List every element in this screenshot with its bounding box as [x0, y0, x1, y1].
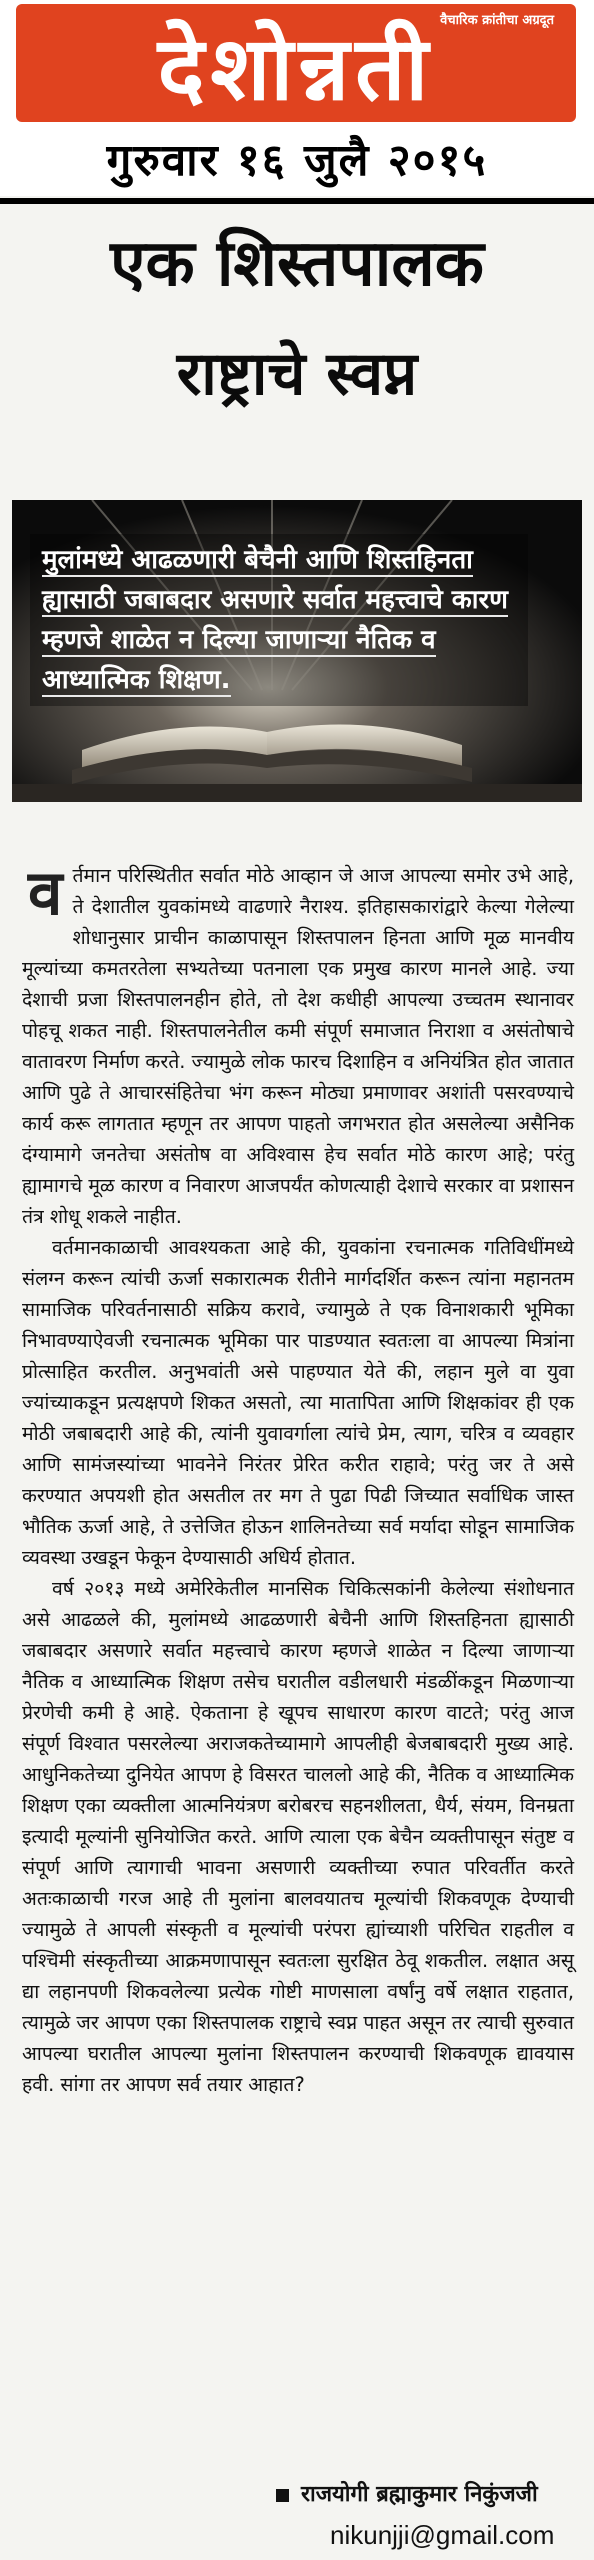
- divider-rule: [0, 198, 594, 204]
- feature-blurb-text: मुलांमध्ये आढळणारी बेचैनी आणि शिस्तहिनता ह्यासाठी जबाबदार असणारे सर्वात महत्त्वाचे कारण म्हणजे शाळेत न दिल्या जाणाऱ्या नैतिक व आध्यात्मिक शिक्षण.: [42, 545, 508, 695]
- author-email: nikunjji@gmail.com: [330, 2520, 555, 2550]
- bullet-square-icon: [276, 2489, 289, 2502]
- article-paragraph-2: वर्तमानकाळाची आवश्यकता आहे की, युवकांना रचनात्मक गतिविधींमध्ये संलग्न करून त्यांची ऊर्जा सकारात्मक रीतीने मार्गदर्शित करून त्यांना महानतम सामाजिक परिवर्तनासाठी सक्रिय करावे, ज्यामुळे ते एक विनाशकारी भूमिका निभावण्याऐवजी रचनात्मक भूमिका पार पाडण्यात स्वतःला वा आपल्या मित्रांना प्रोत्साहित करतील. अनुभवांती असे पाहण्यात येते की, लहान मुले वा युवा ज्यांच्याकडून प्रत्यक्षपणे शिकत असतो, त्या मातापिता आणि शिक्षकांवर ही एक मोठी जबाबदारी आहे की, त्यांनी युवावर्गाला त्यांचे प्रेम, त्याग, चरित्र व व्यवहार आणि सामंजस्यांच्या भावनेने निरंतर प्रेरित करीत राहावे; परंतु जर ते असे करण्यात अपयशी होत असतील तर मग ते पुढा पिढी जिच्यात सर्वाधिक जास्त भौतिक ऊर्जा आहे, ते उत्तेजित होऊन शालिनतेच्या सर्व मर्यादा सोडून सामाजिक व्यवस्था उखडून फेकून देण्यासाठी अधिर्य होतात.: [22, 1236, 574, 1569]
- article-body: [22, 856, 574, 2100]
- article-paragraph-3: वर्ष २०१३ मध्ये अमेरिकेतील मानसिक चिकित्सकांनी केलेल्या संशोधनात असे आढळले की, मुलांमध्ये आढळणारी बेचैनी आणि शिस्तहिनता ह्यासाठी जबाबदार असणारे सर्वात महत्त्वाचे कारण म्हणजे शाळेत न दिल्या जाणाऱ्या नैतिक व आध्यात्मिक शिक्षण तसेच घरातील वडीलधारी मंडळींकडून मिळणाऱ्या प्रेरणेची कमी हे आहे. ऐकताना हे खूपच साधारण कारण वाटते; परंतु आज संपूर्ण विश्वात पसरलेल्या अराजकतेच्यामागे आपलीही बेजबाबदारी मुख्य आहे. आधुनिकतेच्या दुनियेत आपण हे विसरत चाललो आहे की, नैतिक व आध्यात्मिक शिक्षण एका व्यक्तीला आत्मनियंत्रण बरोबरच सहनशीलता, धैर्य, संयम, विनम्रता इत्यादी मूल्यांनी सुनियोजित करते. आणि त्याला एक बेचैन व्यक्तीपासून संतुष्ट व संपूर्ण आणि त्यागाची भावना असणारी व्यक्तीच्या रुपात परिवर्तीत करते अतःकाळाची गरज आहे ती मुलांना बालवयातच मूल्यांची शिकवणूक देण्याची ज्यामुळे ते आपली संस्कृती व मूल्यांची परंपरा ह्यांच्याशी परिचित राहतील व पश्चिमी संस्कृतीच्या आक्रमणापासून स्वतःला सुरक्षित ठेवू शकतील. लक्षात असू द्या लहानपणी शिकवलेल्या प्रत्येक गोष्टी माणसाला वर्षांनु वर्षे लक्षात राहतात, त्यामुळे जर आपण एका शिस्तपालक राष्ट्राचे स्वप्न पाहत असून तर त्याची सुरुवात आपल्या घरातील आपल्या मुलांना शिस्तपालन करण्याची शिकवणूक द्यावयास हवी. सांगा तर आपण सर्व तयार आहात?: [22, 1577, 574, 2096]
- feature-blurb: [30, 534, 528, 706]
- newspaper-logo: [16, 4, 576, 122]
- masthead: [0, 0, 594, 126]
- headline-line-1: एक शिस्तपालक: [110, 227, 484, 301]
- author-name: राजयोगी ब्रह्माकुमार निकुंजजी: [301, 2482, 538, 2507]
- drop-cap: व: [28, 856, 63, 929]
- masthead-title: देशोन्नती: [157, 17, 435, 120]
- author-byline: [276, 2478, 576, 2508]
- masthead-tagline: वैचारिक क्रांतीचा अग्रदूत: [440, 13, 554, 28]
- headline-line-2: राष्ट्राचे स्वप्न: [176, 339, 418, 409]
- publication-date: गुरुवार १६ जुलै २०१५: [0, 126, 594, 196]
- article-paragraph-1: [22, 856, 574, 1232]
- paragraph-1-text: र्तमान परिस्थितीत सर्वात मोठे आव्हान जे आज आपल्या समोर उभे आहे, ते देशातील युवकांमध्ये वाढणारे नैराश्य. इतिहासकारांद्वारे केल्या गेलेल्या शोधानुसार प्राचीन काळापासून शिस्तपालन हिनता आणि मूळ मानवीय मूल्यांच्या कमतरतेला सभ्यतेच्या पतनाला एक प्रमुख कारण मानले आहे. ज्या देशाची प्रजा शिस्तपालनहीन होते, तो देश कधीही आपल्या उच्चतम स्थानावर पोहचू शकत नाही. शिस्तपालनेतील कमी संपूर्ण समाजात निराशा व असंतोषाचे वातावरण निर्माण करते. ज्यामुळे लोक फारच दिशाहिन व अनियंत्रित होत जातात आणि पुढे ते आचारसंहितेचा भंग करून मोठ्या प्रमाणावर अशांती पसरवण्याचे कार्य करू लागतात म्हणून तर आपण पाहतो जगभरात होत असलेल्या असैनिक दंग्यामागे जनतेचा असंतोष वा अविश्वास हेच सर्वात मोठे कारण आहे; परंतु ह्यामागचे मूळ कारण व निवारण आजपर्यंत कोणत्याही देशाचे सरकार वा प्रशासन तंत्र शोधू शकले नाहीत.: [22, 864, 574, 1228]
- article-headline: [0, 216, 594, 422]
